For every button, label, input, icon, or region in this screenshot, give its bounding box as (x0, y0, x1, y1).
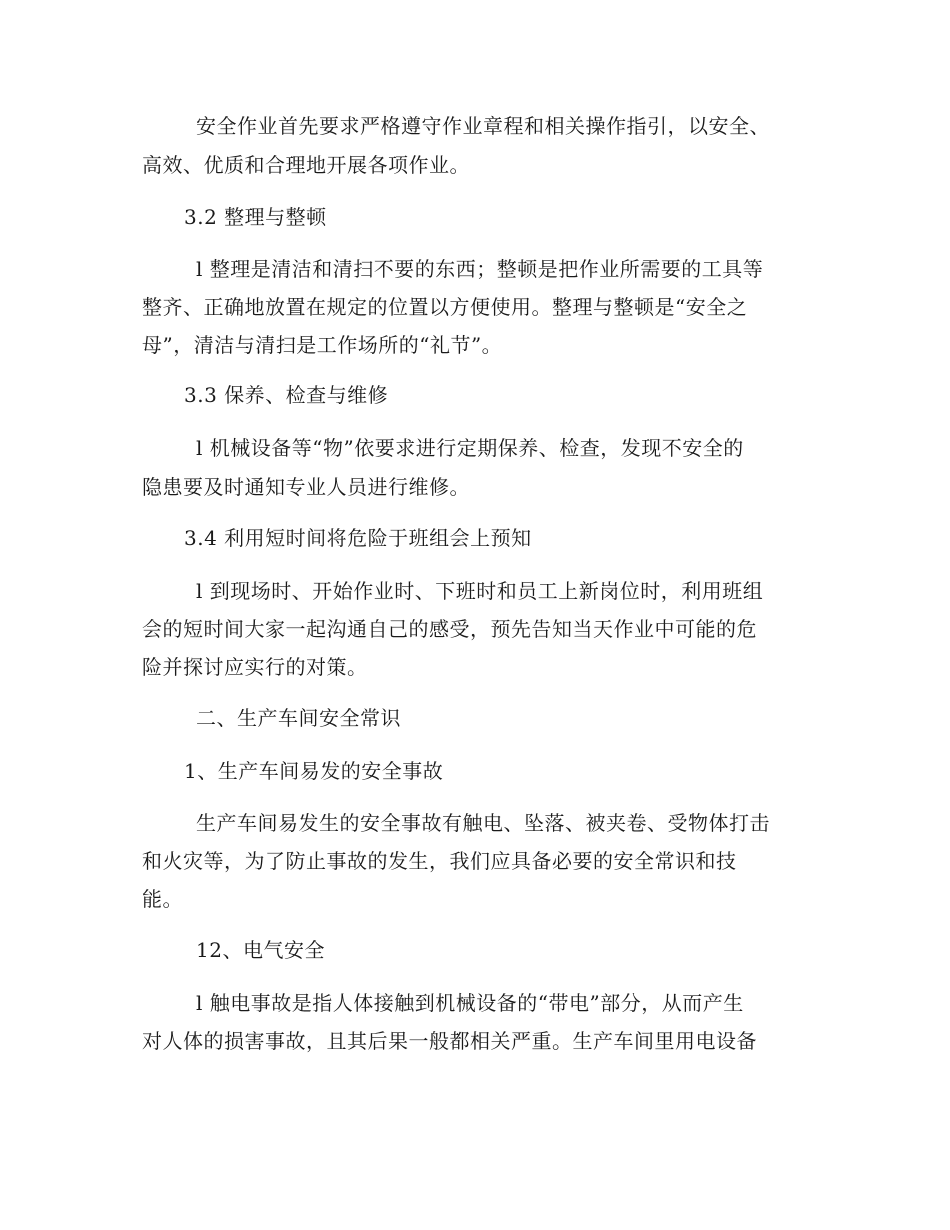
body-text-line: 对人体的损害事故，且其后果一般都相关严重。生产车间里用电设备 (142, 1029, 757, 1053)
body-text-line: 母”，清洁与清扫是工作场所的“礼节”。 (142, 333, 503, 357)
body-text-line: 和火灾等，为了防止事故的发生，我们应具备必要的安全常识和技 (142, 849, 737, 873)
body-text-line: l 到现场时、开始作业时、下班时和员工上新岗位时，利用班组 (196, 579, 764, 603)
body-text-line: 生产车间易发生的安全事故有触电、坠落、被夹卷、受物体打击 (196, 811, 770, 835)
section-heading-3-3: 3.3 保养、检查与维修 (184, 383, 389, 407)
body-text-line: 能。 (142, 887, 183, 911)
body-text-line: l 整理是清洁和清扫不要的东西；整顿是把作业所需要的工具等 (196, 257, 764, 281)
body-text-line: 险并探讨应实行的对策。 (142, 655, 368, 679)
section-heading-3-2: 3.2 整理与整顿 (184, 205, 327, 229)
body-text-line: 会的短时间大家一起沟通自己的感受，预先告知当天作业中可能的危 (142, 617, 757, 641)
body-text-line: 整齐、正确地放置在规定的位置以方便使用。整理与整顿是“安全之 (142, 295, 748, 319)
body-text-line: 安全作业首先要求严格遵守作业章程和相关操作指引，以安全、 (196, 114, 770, 138)
body-text-line: l 触电事故是指人体接触到机械设备的“带电”部分，从而产生 (196, 991, 744, 1015)
section-heading-3-4: 3.4 利用短时间将危险于班组会上预知 (184, 526, 532, 550)
body-text-line: 隐患要及时通知专业人员进行维修。 (142, 475, 470, 499)
body-text-line: l 机械设备等“物”依要求进行定期保养、检查，发现不安全的 (196, 436, 744, 460)
subsection-heading-12: 12、电气安全 (196, 938, 325, 962)
body-text-line: 高效、优质和合理地开展各项作业。 (142, 153, 470, 177)
chapter-heading: 二、生产车间安全常识 (196, 706, 401, 730)
subsection-heading-1: 1、生产车间易发的安全事故 (184, 759, 444, 783)
